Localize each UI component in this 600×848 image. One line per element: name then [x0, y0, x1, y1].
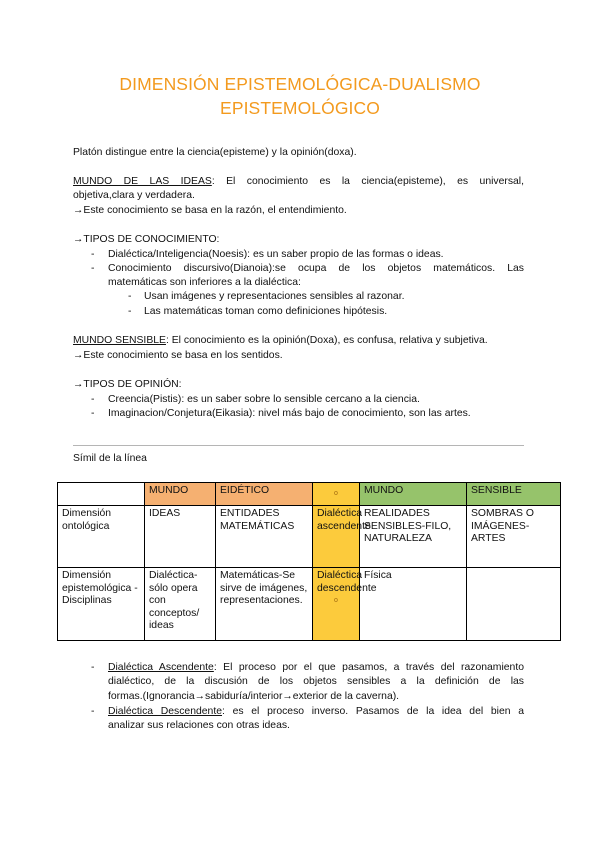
table-cell: Dialéctica ascendente — [313, 506, 360, 568]
table-row-label: Dimensión ontológica — [58, 506, 145, 568]
intro-paragraph: Platón distingue entre la ciencia(episteme) y la opinión(doxa). — [73, 147, 357, 158]
table-header-cell: EIDÉTICO — [216, 483, 313, 506]
tipos-conocimiento-heading: →TIPOS DE CONOCIMIENTO: — [73, 234, 220, 245]
bullet-dash: - — [91, 249, 95, 260]
conocimiento-item-1: Dialéctica/Inteligencia(Noesis): es un saber propio de las formas o ideas. — [108, 249, 444, 260]
simil-label: Símil de la línea — [73, 453, 147, 464]
table-cell: Física — [360, 568, 467, 641]
conocimiento-sub-2: Las matemáticas toman como definiciones hipótesis. — [144, 306, 388, 317]
dialectica-asc-line-2: dialéctico, de la discusión de los objetos sensibles a la definición de las — [108, 676, 524, 687]
table-cell — [313, 568, 377, 641]
dialectica-desc-line-2: analizar sus relaciones con otras ideas. — [108, 720, 290, 731]
conocimiento-sub-1: Usan imágenes y representaciones sensibles al razonar. — [144, 291, 405, 302]
table-cell-mark: o — [334, 597, 338, 604]
mundo-ideas-label: MUNDO DE LAS IDEAS — [73, 176, 212, 187]
table-cell-text: Dialéctica descendente — [317, 570, 377, 594]
dialectica-asc-line-1 — [108, 661, 524, 675]
mundo-sensible-line-1 — [73, 334, 488, 348]
sub-bullet-dash: - — [128, 306, 132, 317]
title-line-2: EPISTEMOLÓGICO — [220, 98, 380, 118]
mundo-ideas-line-2: objetiva,clara y verdadera. — [73, 190, 195, 201]
bullet-dash: - — [91, 408, 95, 419]
table-row — [58, 506, 561, 568]
mundo-sensible-text-1: : El conocimiento es la opinión(Doxa), es confusa, relativa y subjetiva. — [165, 335, 488, 346]
dialectica-desc-label: Dialéctica Descendente — [108, 706, 222, 717]
table-cell: Dialéctica-sólo opera con conceptos/ ideas — [145, 568, 216, 641]
table-header-cell: MUNDO — [145, 483, 216, 506]
conocimiento-item-2-line-2: matemáticas son inferiores a la dialéctica: — [108, 277, 301, 288]
mundo-ideas-line-3: →Este conocimiento se basa en la razón, el entendimiento. — [73, 205, 347, 216]
table-row — [58, 568, 561, 641]
bullet-dash: - — [91, 706, 95, 717]
bullet-dash: - — [91, 263, 95, 274]
sub-bullet-dash: - — [128, 291, 132, 302]
opinion-item-1: Creencia(Pistis): es un saber sobre lo sensible cercano a la ciencia. — [108, 394, 420, 405]
simil-table — [57, 482, 561, 641]
title-line-1: DIMENSIÓN EPISTEMOLÓGICA-DUALISMO — [119, 74, 481, 94]
table-row-label: Dimensión epistemológica -Disciplinas — [58, 568, 145, 641]
table-header-cell: o — [313, 483, 360, 506]
table-header-row — [58, 483, 561, 506]
table-cell — [467, 568, 561, 641]
mundo-ideas-text-1: : El conocimiento es la ciencia(episteme), es universal, — [211, 176, 525, 187]
bullet-dash: - — [91, 394, 95, 405]
table-header-cell: SENSIBLE — [467, 483, 561, 506]
mundo-ideas-line-1 — [73, 175, 524, 189]
table-cell: REALIDADES SENSIBLES-FILO, NATURALEZA — [360, 506, 467, 568]
table-cell: Matemáticas-Se sirve de imágenes, representaciones. — [216, 568, 313, 641]
bullet-dash: - — [91, 662, 95, 673]
dialectica-asc-text-1: : El proceso por el que pasamos, a través del razonamiento — [213, 662, 524, 673]
conocimiento-item-2-line-1: Conocimiento discursivo(Dianoia):se ocupa de los objetos matemáticos. Las — [108, 263, 524, 274]
table-cell: IDEAS — [145, 506, 216, 568]
opinion-item-2: Imaginacion/Conjetura(Eikasia): nivel más bajo de conocimiento, son las artes. — [108, 408, 471, 419]
document-title — [60, 72, 540, 120]
dialectica-desc-text-1: : es el proceso inverso. Pasamos de la idea del bien a — [222, 706, 524, 717]
mundo-sensible-label: MUNDO SENSIBLE — [73, 335, 166, 346]
horizontal-divider — [73, 445, 524, 446]
dialectica-asc-line-3: formas.(Ignorancia→sabiduría/interior→exterior de la caverna). — [108, 691, 400, 702]
table-header-cell — [58, 483, 145, 506]
table-cell: SOMBRAS O IMÁGENES-ARTES — [467, 506, 561, 568]
dialectica-asc-label: Dialéctica Ascendente — [108, 662, 214, 673]
table-header-cell: MUNDO — [360, 483, 467, 506]
mundo-sensible-line-2: →Este conocimiento se basa en los sentidos. — [73, 350, 283, 361]
tipos-opinion-heading: →TIPOS DE OPINIÓN: — [73, 379, 182, 390]
table-cell: ENTIDADES MATEMÁTICAS — [216, 506, 313, 568]
dialectica-desc-line-1 — [108, 705, 524, 719]
